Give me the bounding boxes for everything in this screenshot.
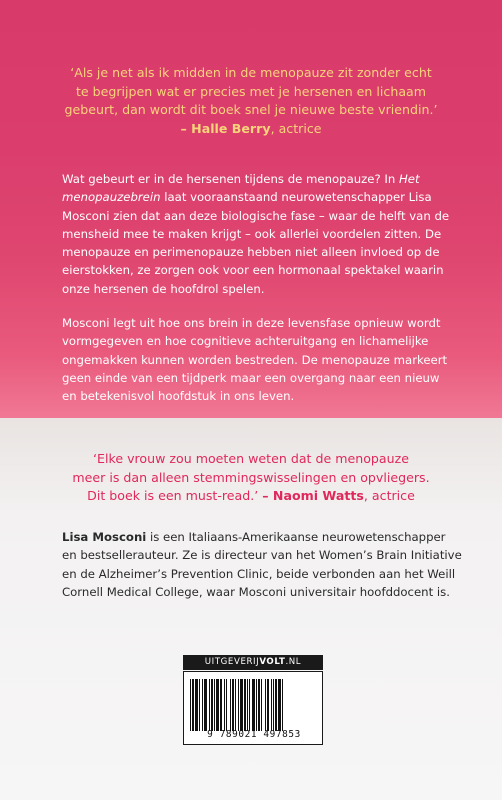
barcode-bar bbox=[265, 679, 266, 731]
barcode-bar bbox=[261, 679, 262, 731]
quote-line: ‘Elke vrouw zou moeten weten dat de menopauze bbox=[93, 451, 409, 466]
barcode-bar bbox=[230, 679, 231, 731]
quote-role: , actrice bbox=[270, 120, 322, 136]
barcode-bar bbox=[238, 679, 239, 731]
publisher-suffix: .NL bbox=[285, 657, 302, 667]
barcode-bar bbox=[214, 679, 215, 731]
publisher-logo bbox=[183, 655, 323, 670]
barcode-bar bbox=[204, 679, 207, 731]
barcode-bar bbox=[232, 679, 234, 731]
description-intro: Wat gebeurt er in de hersenen tijdens de menopauze? In bbox=[62, 172, 399, 186]
quote-naomi-watts bbox=[40, 450, 462, 506]
quote-line: ‘Als je net als ik midden in de menopauze zit zonder echt bbox=[70, 65, 432, 80]
author-bio-text: is een Italiaans-Amerikaanse neurowetenschapper en bestsellerauteur. Ze is directeur van het Women’s Brain Initiative en de Alzheimer’s Prevention Clinic, beide verbonden aan het Weill Cornell Medical College, waar Mosconi universitair hoofddocent is. bbox=[62, 530, 462, 599]
barcode-bar bbox=[195, 679, 198, 731]
barcode-bar bbox=[190, 679, 191, 731]
barcode-bar bbox=[256, 679, 257, 731]
barcode-bar bbox=[273, 679, 274, 731]
barcode-bar bbox=[252, 679, 255, 731]
book-title: Het menopauzebrein bbox=[62, 172, 420, 205]
barcode-bar bbox=[267, 679, 269, 731]
barcode-bar bbox=[271, 679, 272, 731]
barcode-bar bbox=[202, 679, 203, 731]
barcode-bar bbox=[244, 679, 246, 731]
author-bio bbox=[62, 528, 462, 601]
quote-role: , actrice bbox=[363, 488, 415, 504]
barcode-bar bbox=[220, 679, 222, 731]
barcode-bar bbox=[224, 679, 225, 731]
barcode-bar bbox=[216, 679, 219, 731]
barcode-bar bbox=[192, 679, 194, 731]
quote-author: – Naomi Watts bbox=[262, 488, 364, 504]
description-rest: laat vooraanstaand neurowetenschapper Lisa Mosconi zien dat aan deze biologische fase – waar de helft van de mensheid mee te maken krijgt – ook allerlei voordelen zitten. De menopauze en perimenopauze hebben niet alleen invloed op de eierstokken, ze zorgen ook voor een hormonaal spektakel waarin onze hersenen de hoofdrol spelen. bbox=[62, 190, 450, 296]
publisher-prefix: UITGEVERIJ bbox=[204, 657, 260, 667]
barcode-number: 9 789021 497853 bbox=[207, 729, 301, 740]
author-name: Lisa Mosconi bbox=[62, 530, 147, 544]
quote-line: gebeurt, dan wordt dit boek snel je nieuwe beste vriendin.’ bbox=[64, 102, 438, 118]
barcode-bar bbox=[209, 679, 210, 731]
quote-line: te begrijpen wat er precies met je hersenen en lichaam bbox=[75, 83, 427, 99]
barcode-bar bbox=[278, 679, 281, 731]
description-paragraph-2: Mosconi legt uit hoe ons brein in deze levensfase opnieuw wordt vormgegeven en hoe cognitieve achteruitgang en lichamelijke ongemakken kunnen worden bestreden. De menopauze markeert geen einde van een tijdperk maar een overgang naar een nieuw en betekenisvol hoofdstuk in ons leven. bbox=[62, 316, 448, 404]
barcode-bar bbox=[235, 679, 236, 731]
description-paragraph-1 bbox=[62, 170, 454, 298]
barcode-bar bbox=[199, 679, 200, 731]
barcode-bar bbox=[275, 679, 277, 731]
barcode-bar bbox=[247, 679, 248, 731]
barcode-bar bbox=[282, 679, 283, 731]
barcode-bar bbox=[249, 679, 250, 731]
barcode-bar bbox=[226, 679, 227, 731]
quote-author: – Halle Berry bbox=[180, 120, 271, 136]
quote-line: Dit boek is een must-read.’ bbox=[87, 488, 263, 504]
publisher-brand: VOLT bbox=[259, 657, 286, 667]
quote-line: meer is dan alleen stemmingswisselingen en opvliegers. bbox=[72, 469, 430, 485]
barcode-bar bbox=[211, 679, 213, 731]
barcode-bar bbox=[258, 679, 260, 731]
quote-halle-berry bbox=[40, 64, 462, 138]
barcode-bars bbox=[190, 679, 318, 731]
barcode bbox=[183, 671, 323, 745]
barcode-bar bbox=[240, 679, 243, 731]
